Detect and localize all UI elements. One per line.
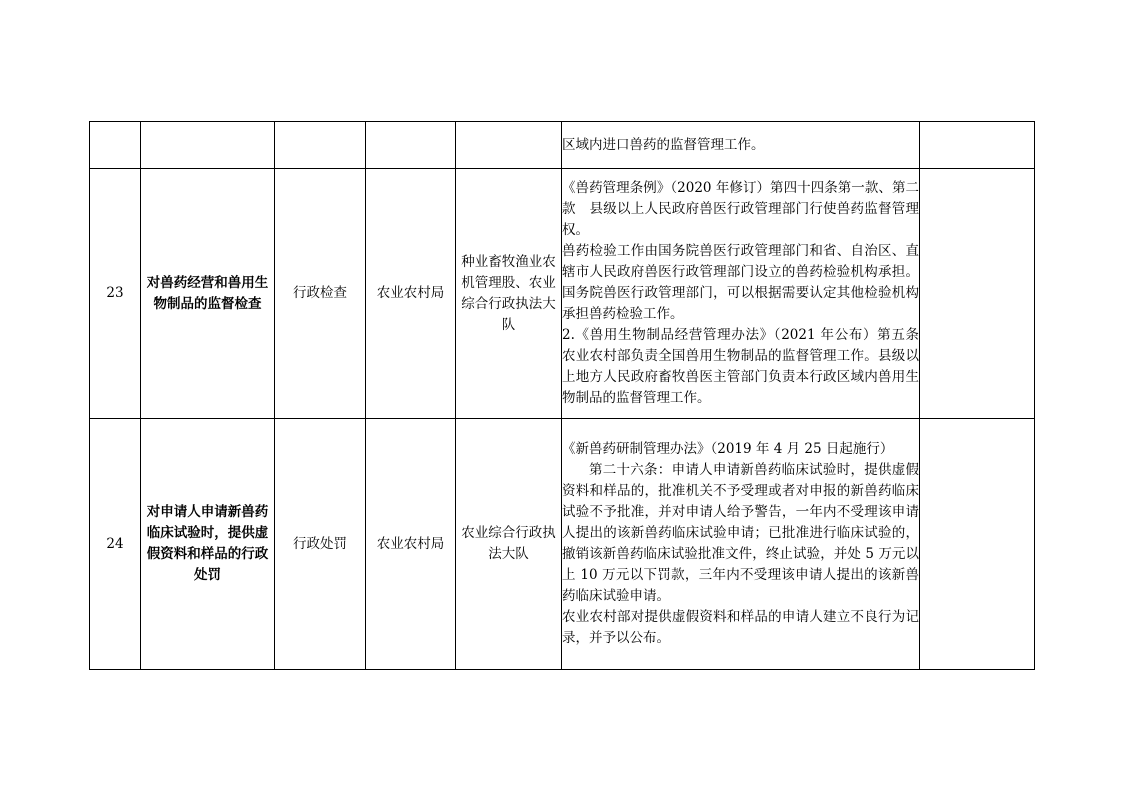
row-number: 24 [90,419,141,670]
basis-paragraph: 《新兽药研制管理办法》（2019 年 4 月 25 日起施行） [562,441,894,457]
basis-paragraph: 区域内进口兽药的监督管理工作。 [562,136,765,153]
basis-paragraph: 农业农村部对提供虚假资料和样品的申请人建立不良行为记录，并予以公布。 [562,609,919,646]
basis-paragraph: 兽药检验工作由国务院兽医行政管理部门和省、自治区、直辖市人民政府兽医行政管理部门设立的兽药检验机构承担。国务院兽医行政管理部门，可以根据需要认定其他检验机构承担兽药检验工作。 [562,243,919,322]
item-name [141,122,275,169]
item-category: 行政处罚 [275,419,366,670]
table-row [90,122,1035,169]
regulation-table [89,121,1035,670]
responsible-unit: 种业畜牧渔业农机管理股、农业综合行政执法大队 [456,169,562,419]
basis-paragraph: 《兽药管理条例》（2020 年修订）第四十四条第一款、第二款 县级以上人民政府兽医行政管理部门行使兽药监督管理权。 [562,180,919,238]
responsible-unit: 农业综合行政执法大队 [456,419,562,670]
responsible-unit [456,122,562,169]
legal-basis [562,169,920,419]
department [366,122,456,169]
department: 农业农村局 [366,169,456,419]
item-name: 对兽药经营和兽用生物制品的监督检查 [141,169,275,419]
remark [920,419,1035,670]
department: 农业农村局 [366,419,456,670]
item-category: 行政检查 [275,169,366,419]
remark [920,169,1035,419]
legal-basis [562,122,920,169]
item-category [275,122,366,169]
table-row [90,419,1035,670]
table-row [90,169,1035,419]
legal-basis [562,419,920,670]
basis-paragraph: 第二十六条：申请人申请新兽药临床试验时，提供虚假资料和样品的，批准机关不予受理或者对申报的新兽药临床试验不予批准，并对申请人给予警告，一年内不受理该申请人提出的该新兽药临床试验申请；已批准进行临床试验的，撤销该新兽药临床试验批准文件，终止试验，并处 5 万元以上 10 万元以下罚款，三年内不受理该申请人提出的该新兽药临床试验申请。 [562,462,919,604]
item-name: 对申请人申请新兽药临床试验时，提供虚假资料和样品的行政处罚 [141,419,275,670]
remark [920,122,1035,169]
row-number: 23 [90,169,141,419]
row-number [90,122,141,169]
basis-paragraph: 2.《兽用生物制品经营管理办法》（2021 年公布）第五条 农业农村部负责全国兽用生物制品的监督管理工作。县级以上地方人民政府畜牧兽医主管部门负责本行政区域内兽用生物制品的监督管理工作。 [562,327,919,406]
